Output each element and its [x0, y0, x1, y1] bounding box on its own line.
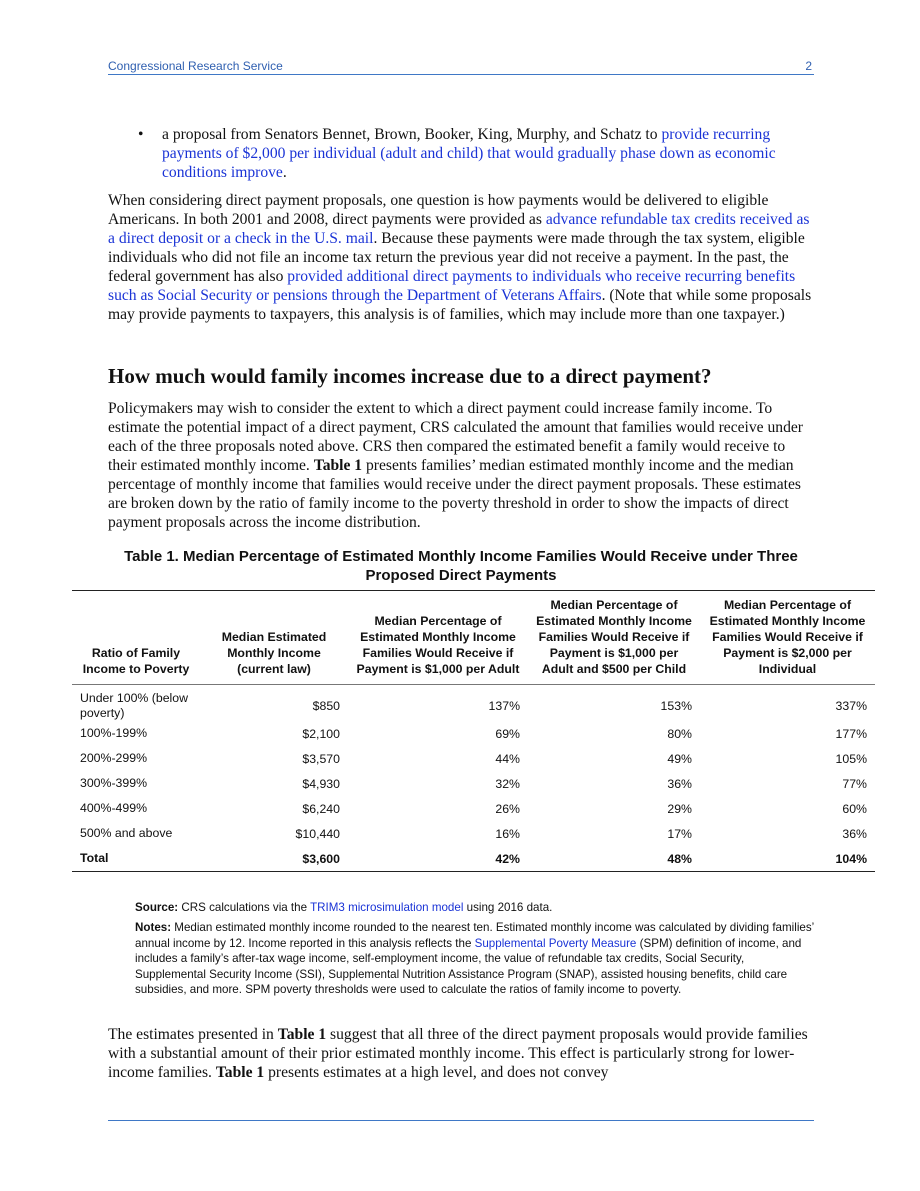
table-notes — [135, 920, 815, 998]
section-heading: How much would family incomes increase due to a direct payment? — [108, 364, 712, 388]
trim3-link[interactable]: TRIM3 microsimulation model — [310, 901, 464, 914]
bullet-text-lead: a proposal from Senators Bennet, Brown, Booker, King, Murphy, and Schatz to — [162, 126, 662, 143]
para1-text-1: When considering direct payment proposals, one question is how payments would be delivered to eligible Americans. In both 2001 and 2008, direct payments were provided as — [108, 192, 769, 228]
recurring-benefits-link[interactable]: provided additional direct payments to individuals who receive recurring benefits such as Social Security or pensions through the Department of Veterans Affairs — [108, 268, 796, 304]
table-cell: 16% — [495, 826, 520, 841]
table-row — [72, 796, 875, 821]
table-row — [72, 721, 875, 746]
table-cell: 177% — [835, 726, 867, 741]
table-row — [72, 821, 875, 846]
source-text-1: CRS calculations via the — [178, 901, 311, 914]
column-header: Ratio of Family Income to Poverty — [72, 591, 200, 685]
tax-credits-link[interactable]: advance refundable tax credits received as a direct deposit or a check in the U.S. mail — [108, 211, 810, 247]
table-cell: 49% — [667, 751, 692, 766]
row-label: 400%-499% — [80, 801, 147, 815]
spm-link[interactable]: Supplemental Poverty Measure — [474, 936, 637, 950]
para3-text-3: presents estimates at a high level, and does not convey — [264, 1064, 609, 1081]
table-cell: 337% — [835, 699, 867, 713]
paragraph-conclusion — [108, 1025, 814, 1082]
para1-text-2: . Because these payments were made through the tax system, eligible individuals who did not file an income tax return the previous year did not receive a payment. In the past, the federal government has also — [108, 230, 805, 285]
column-header: Median Percentage of Estimated Monthly Income Families Would Receive if Payment is $2,000 per Individual — [700, 591, 875, 685]
row-label: Under 100% (below poverty) — [80, 691, 189, 720]
bullet-item — [138, 125, 778, 182]
table-cell: 153% — [660, 699, 692, 713]
table-cell: 44% — [495, 751, 520, 766]
table-cell: $3,600 — [200, 846, 348, 872]
paragraph-estimates — [108, 399, 814, 532]
table-cell: 29% — [667, 801, 692, 816]
source-text-2: using 2016 data. — [463, 901, 553, 914]
table-cell: 48% — [528, 846, 700, 872]
table-cell: 32% — [495, 776, 520, 791]
table-cell: 17% — [667, 826, 692, 841]
notes-label: Notes: — [135, 921, 172, 934]
bullet-text — [138, 125, 778, 182]
table-source — [135, 900, 815, 916]
row-label: 100%-199% — [80, 726, 147, 740]
para3-text-1: The estimates presented in — [108, 1026, 278, 1043]
bullet-icon: • — [138, 126, 144, 143]
table-cell: $850 — [312, 699, 340, 713]
table-cell: $10,440 — [295, 826, 340, 841]
bullet-link[interactable]: provide recurring payments of $2,000 per individual (adult and child) that would gradually phase down as economic conditions improve — [162, 126, 776, 181]
bullet-text-end: . — [282, 164, 287, 181]
table-cell: 105% — [835, 751, 867, 766]
table-cell: $6,240 — [302, 801, 340, 816]
column-header: Median Percentage of Estimated Monthly Income Families Would Receive if Payment is $1,000 per Adult and $500 per Child — [528, 591, 700, 685]
para1-text-3: . (Note that while some proposals may provide payments to taxpayers, this analysis is of families, which may include more than one taxpayer.) — [108, 287, 812, 323]
row-label: 200%-299% — [80, 751, 147, 765]
footer-rule — [108, 1120, 814, 1121]
column-header: Median Percentage of Estimated Monthly Income Families Would Receive if Payment is $1,000 per Adult — [348, 591, 528, 685]
row-label: Total — [72, 846, 200, 872]
table-reference: Table 1 — [277, 1026, 327, 1043]
table-row — [72, 746, 875, 771]
table-cell: 104% — [700, 846, 875, 872]
header-title: Congressional Research Service — [108, 59, 283, 73]
table-cell: 42% — [348, 846, 528, 872]
table-cell: 137% — [488, 699, 520, 713]
notes-text-1: Median estimated monthly income rounded to the nearest ten. Estimated monthly income was calculated by dividing families’ annual income by 12. Income reported in this analysis reflects the — [135, 921, 814, 950]
para3-text-2: suggest that all three of the direct payment proposals would provide families with a substantial amount of their prior estimated monthly income. This effect is particularly strong for lower-income families. — [108, 1026, 808, 1081]
para2-text-2: presents families’ median estimated monthly income and the median percentage of monthly income that families would receive under the direct payment proposals. These estimates are broken down by the ratio of family income to the poverty threshold in order to show the impacts of direct payment proposals across the income distribution. — [108, 457, 801, 531]
table-cell: 77% — [842, 776, 867, 791]
source-label: Source: — [135, 901, 179, 914]
table-reference: Table 1 — [215, 1064, 265, 1081]
page-number: 2 — [805, 59, 812, 73]
paragraph-delivery — [108, 191, 814, 324]
table-cell: 26% — [495, 801, 520, 816]
row-label: 500% and above — [80, 826, 173, 840]
table-header-row — [72, 591, 875, 685]
table-reference: Table 1 — [313, 457, 363, 474]
table-row — [72, 771, 875, 796]
notes-text-2: (SPM) definition of income, and includes a family’s after-tax wage income, self-employment income, the value of refundable tax credits, Social Security, Supplemental Security Income (SSI), Supplemental Nutrition Assistance Program (SNAP), assisted housing benefits, child care subsidies, and more. SPM poverty thresholds were used to calculate the ratios of family income to poverty. — [135, 936, 802, 996]
para2-text-1: Policymakers may wish to consider the extent to which a direct payment could increase family income. To estimate the potential impact of a direct payment, CRS calculated the amount that families would receive under each of the three proposals noted above. CRS then compared the estimated benefit a family would receive to their estimated monthly income. — [108, 400, 803, 474]
table-cell: 69% — [495, 726, 520, 741]
header-rule — [108, 74, 814, 75]
table-cell: $3,570 — [302, 751, 340, 766]
table-cell: $4,930 — [302, 776, 340, 791]
table-cell: 36% — [667, 776, 692, 791]
table-cell: 80% — [667, 726, 692, 741]
table-cell: $2,100 — [302, 726, 340, 741]
table-title: Table 1. Median Percentage of Estimated Monthly Income Families Would Receive under Three Proposed Direct Payments — [124, 548, 798, 584]
table-cell: 60% — [842, 801, 867, 816]
data-table — [72, 590, 875, 872]
table-row — [72, 685, 875, 722]
table-cell: 36% — [842, 826, 867, 841]
row-label: 300%-399% — [80, 776, 147, 790]
column-header: Median Estimated Monthly Income (current law) — [200, 591, 348, 685]
table-total-row — [72, 846, 875, 872]
